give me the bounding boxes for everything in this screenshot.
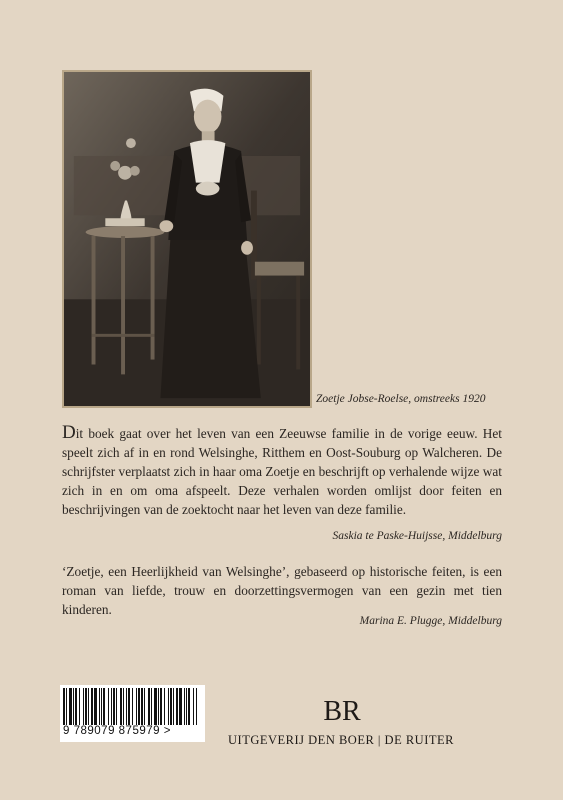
photo-caption: Zoetje Jobse-Roelse, omstreeks 1920 bbox=[316, 393, 486, 405]
quote-attribution: Marina E. Plugge, Middelburg bbox=[359, 615, 502, 627]
barcode-icon bbox=[63, 688, 199, 725]
blurb-paragraph bbox=[62, 424, 502, 519]
publisher-name: UITGEVERIJ DEN BOER | DE RUITER bbox=[228, 733, 454, 747]
portrait-photo bbox=[64, 72, 310, 406]
review-quote: ‘Zoetje, een Heerlijkheid van Welsinghe’, gebaseerd op historische feiten, is een roman van liefde, trouw en doorzettingsvermogen van een gezin met tien kinderen. bbox=[62, 564, 502, 617]
publisher-logo: BR bbox=[323, 696, 361, 727]
blurb-attribution: Saskia te Paske-Huijsse, Middelburg bbox=[332, 530, 502, 542]
blurb-text: it boek gaat over het leven van een Zeeuwse familie in de vorige eeuw. Het speelt zich af in en rond Welsinghe, Ritthem en Oost-Souburg op Walcheren. De schrijfster verplaatst zich in haar oma Zoetje en beschrijft op verhalende wijze wat zich in en om oma afspeelt. Deze verhalen worden omlijst door feiten en beschrijvingen van de zoektocht naar het leven van deze familie. bbox=[62, 426, 502, 517]
cover-photo bbox=[62, 70, 312, 408]
drop-cap: D bbox=[62, 422, 76, 443]
isbn-number: 9 789079 875979 > bbox=[63, 725, 171, 737]
isbn-barcode bbox=[60, 685, 205, 742]
